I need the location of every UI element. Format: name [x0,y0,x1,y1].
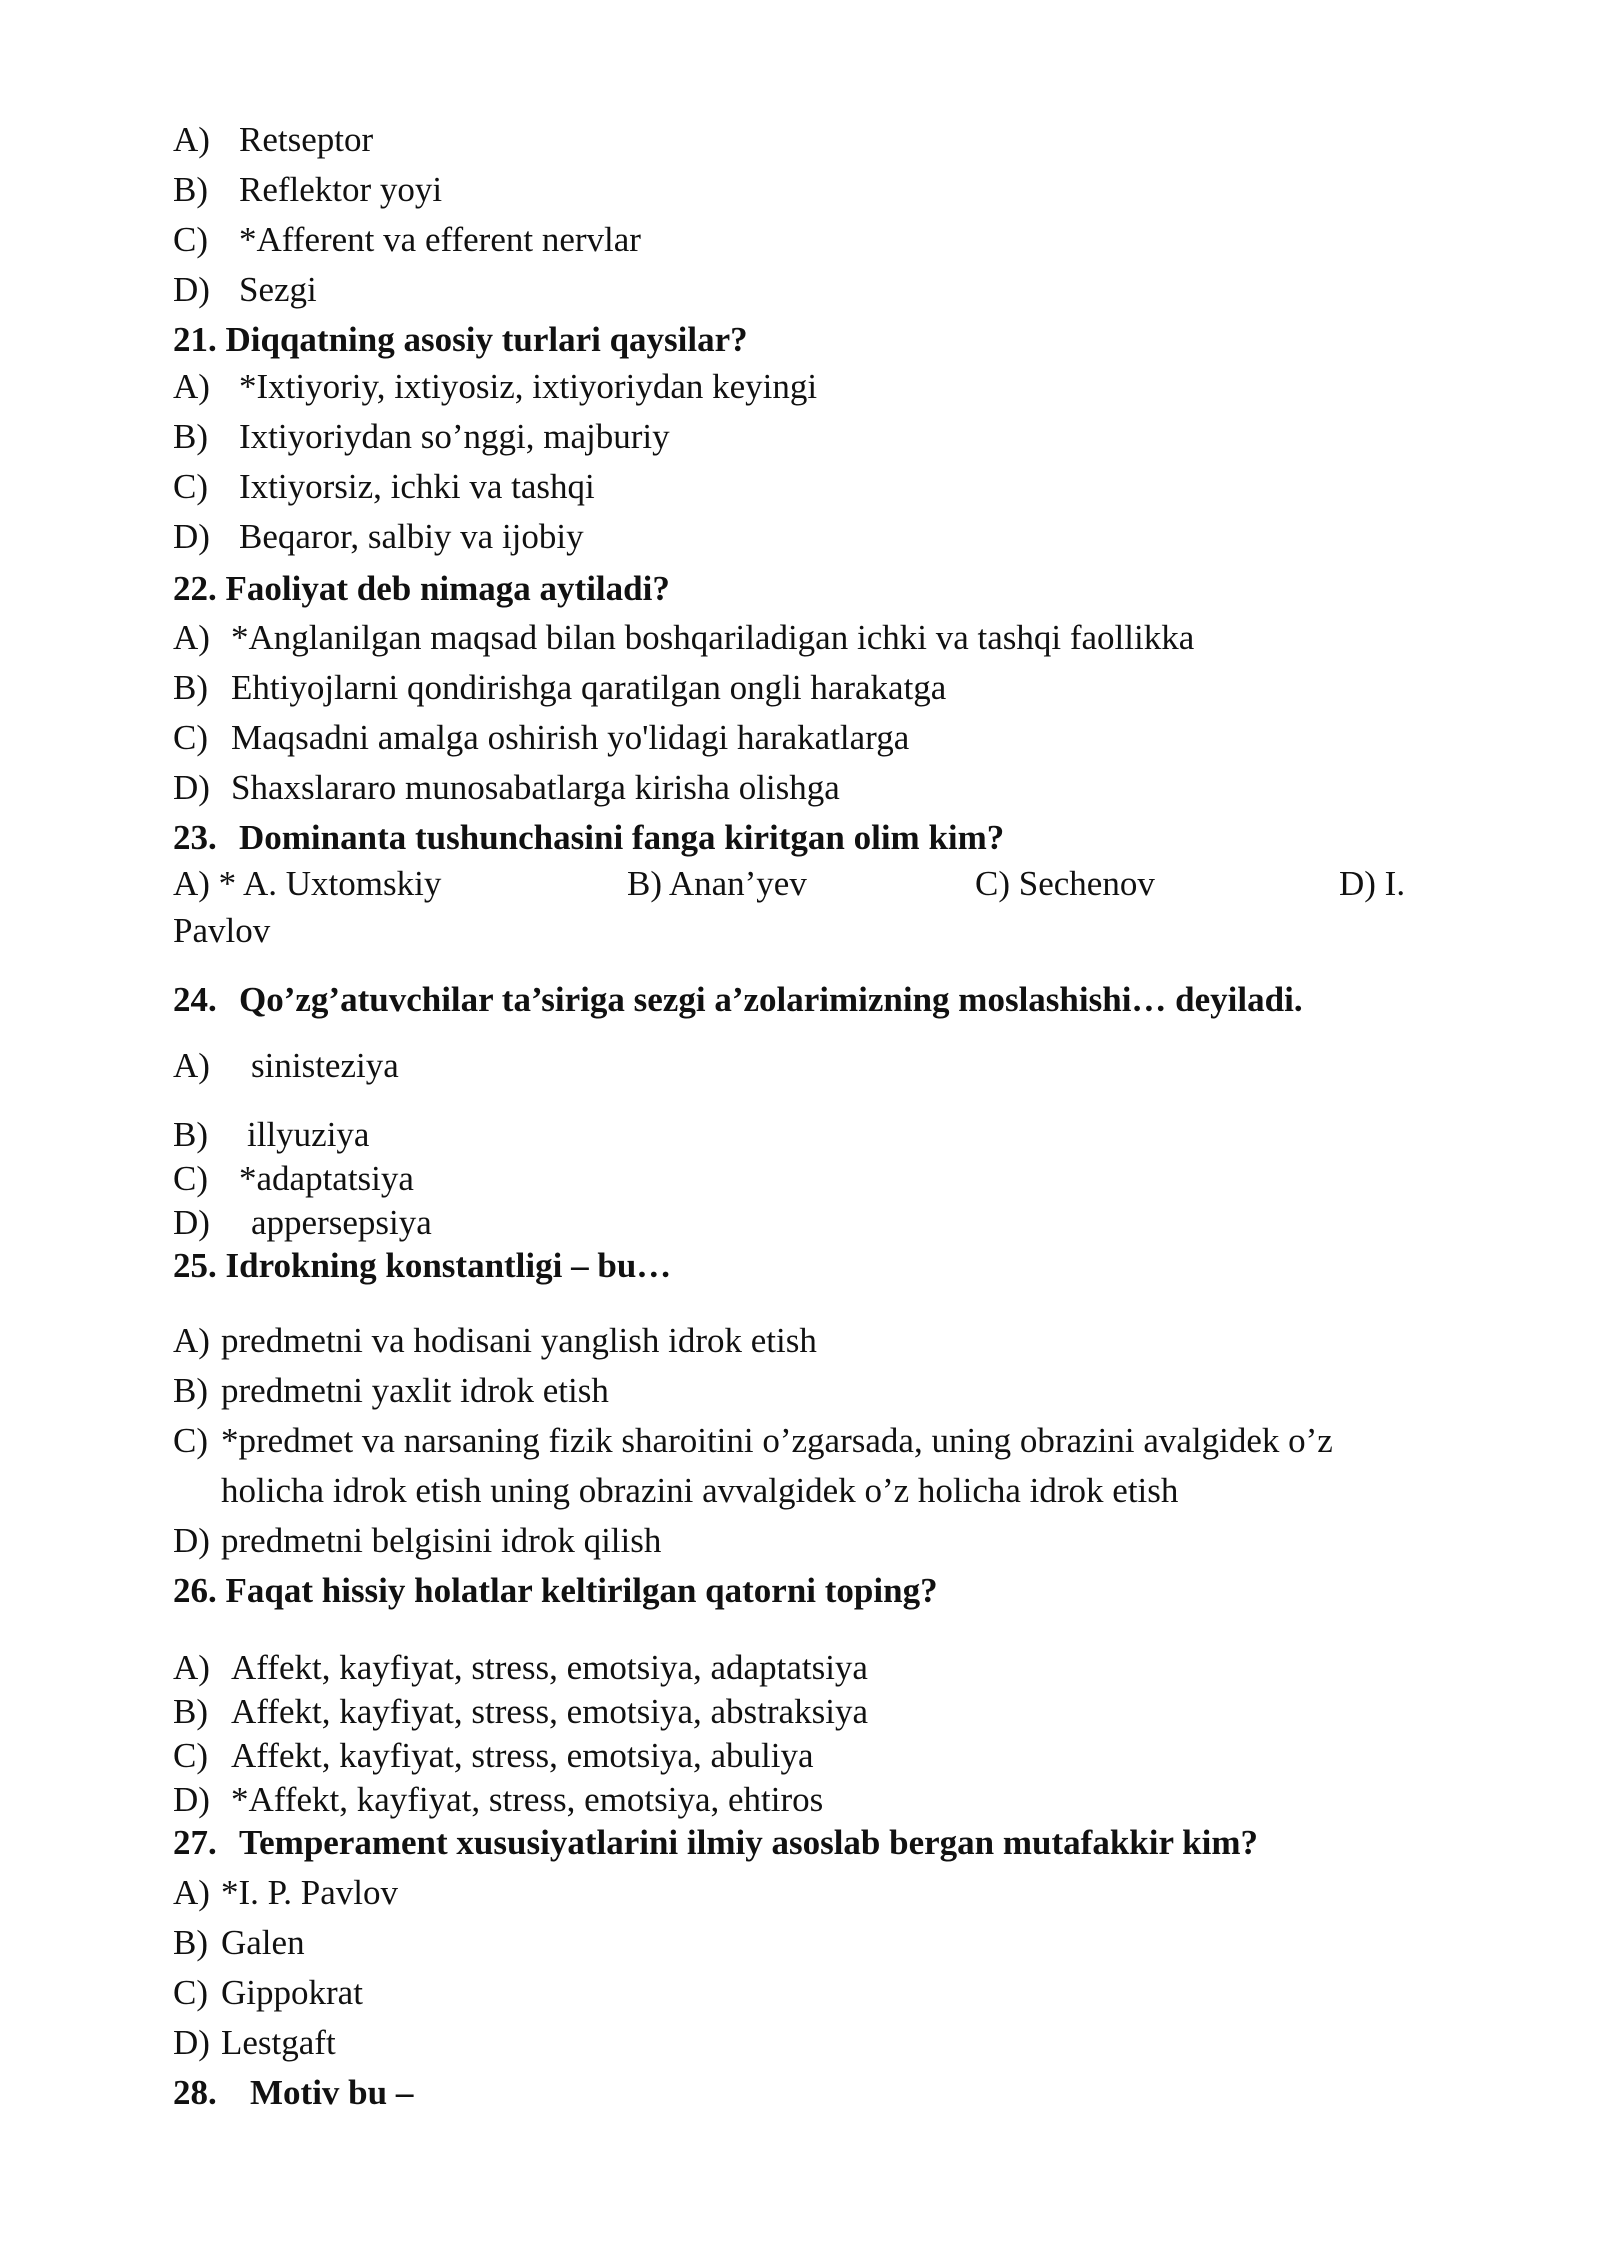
option-text: *predmet va narsaning fizik sharoitini o’zgarsada, uning obrazini avalgidek o’z [221,1421,1333,1460]
option-text: Ehtiyojlarni qondirishga qaratilgan ongli harakatga [231,668,947,707]
option-line [173,1048,399,1083]
option-line [173,720,909,755]
option-letter: D) [173,768,210,807]
option-d-continued: Pavlov [173,911,271,950]
option-text: *Ixtiyoriy, ixtiyosiz, ixtiyoriydan keyingi [239,367,818,406]
question-number: 28. [173,2073,217,2112]
question-27 [173,1825,1258,1860]
option-line [173,620,1194,655]
question-text: Qo’zg’atuvchilar ta’siriga sezgi a’zolarimizning moslashishi… deyiladi. [239,980,1303,1019]
option-text: Shaxslararo munosabatlarga kirisha olishga [231,768,840,807]
option-line [173,369,817,404]
question-26: 26. Faqat hissiy holatlar keltirilgan qatorni toping? [173,1571,938,1610]
option-letter: D) [173,2023,210,2062]
option-text: Retseptor [239,120,374,159]
option-line [173,419,670,454]
option-letter: D) [173,270,210,309]
option-line [173,1650,868,1685]
option-letter: B) [173,1371,208,1410]
option-letter: C) [173,467,208,506]
option-text: illyuziya [247,1115,370,1154]
question-21: 21. Diqqatning asosiy turlari qaysilar? [173,320,748,359]
option-text: *Affekt, kayfiyat, stress, emotsiya, ehtiros [231,1780,824,1819]
option-letter: B) [173,1923,208,1962]
option-text: Affekt, kayfiyat, stress, emotsiya, adaptatsiya [231,1648,868,1687]
option-text: *I. P. Pavlov [221,1873,398,1912]
option-line [173,1738,814,1773]
option-line [173,222,641,257]
option-letter: A) [173,1648,210,1687]
option-text: Affekt, kayfiyat, stress, emotsiya, abstraksiya [231,1692,868,1731]
option-letter: B) [173,1115,208,1154]
option-text: Ixtiyorsiz, ichki va tashqi [239,467,595,506]
option-line [173,1161,414,1196]
option-text: predmetni yaxlit idrok etish [221,1371,609,1410]
option-d: D) I. [1339,864,1406,903]
question-28 [173,2075,413,2110]
option-line [173,1875,398,1910]
question-23 [173,820,1004,855]
option-letter: D) [173,1203,210,1242]
option-text: Gippokrat [221,1973,363,2012]
option-letter: D) [173,517,210,556]
option-text: Sezgi [239,270,317,309]
option-letter: C) [173,1421,208,1460]
option-text: Reflektor yoyi [239,170,443,209]
option-text: predmetni va hodisani yanglish idrok etish [221,1321,817,1360]
option-text: appersepsiya [251,1203,432,1242]
option-letter: A) [173,1321,210,1360]
option-text: *adaptatsiya [239,1159,414,1198]
option-letter: D) [173,1780,210,1819]
option-letter: A) [173,367,210,406]
option-text: Galen [221,1923,305,1962]
option-letter: B) [173,668,208,707]
option-line [173,670,946,705]
option-line [173,1925,305,1960]
option-text: sinisteziya [251,1046,399,1085]
option-line [173,122,373,157]
option-line [173,1975,363,2010]
option-text: *Afferent va efferent nervlar [239,220,641,259]
option-letter: C) [173,718,208,757]
option-line [173,519,584,554]
option-text-continued: holicha idrok etish uning obrazini avvalgidek o’z holicha idrok etish [221,1471,1179,1510]
option-line [173,1205,432,1240]
option-text: Beqaror, salbiy va ijobiy [239,517,584,556]
option-c: C) Sechenov [975,864,1155,903]
option-text: Affekt, kayfiyat, stress, emotsiya, abuliya [231,1736,814,1775]
option-letter: B) [173,417,208,456]
option-line [173,1782,823,1817]
option-text: predmetni belgisini idrok qilish [221,1521,662,1560]
option-letter: B) [173,1692,208,1731]
option-text: Ixtiyoriydan so’nggi, majburiy [239,417,670,456]
option-a: A) * A. Uxtomskiy [173,864,442,903]
question-number: 27. [173,1823,217,1862]
option-line [173,272,317,307]
option-b: B) Anan’yev [627,864,807,903]
option-letter: A) [173,1046,210,1085]
question-25: 25. Idrokning konstantligi – bu… [173,1246,672,1285]
option-text: *Anglanilgan maqsad bilan boshqariladigan ichki va tashqi faollikka [231,618,1195,657]
option-letter: A) [173,618,210,657]
question-22: 22. Faoliyat deb nimaga aytiladi? [173,569,670,608]
question-number: 24. [173,980,217,1019]
option-line [173,469,595,504]
option-line [173,770,840,805]
question-text: Motiv bu – [250,2073,414,2112]
option-letter: B) [173,170,208,209]
option-text: Maqsadni amalga oshirish yo'lidagi harakatlarga [231,718,910,757]
option-line [173,1323,817,1358]
option-letter: A) [173,1873,210,1912]
option-text: Lestgaft [221,2023,336,2062]
option-line [173,1523,661,1558]
question-text: Dominanta tushunchasini fanga kiritgan olim kim? [239,818,1005,857]
option-letter: C) [173,1159,208,1198]
option-letter: C) [173,1973,208,2012]
option-line [173,1694,868,1729]
option-line [173,2025,336,2060]
option-line [173,172,442,207]
question-24 [173,982,1303,1017]
option-letter: D) [173,1521,210,1560]
option-line [173,1373,609,1408]
option-letter: C) [173,220,208,259]
option-line [173,1423,1333,1458]
option-letter: A) [173,120,210,159]
question-text: Temperament xususiyatlarini ilmiy asoslab bergan mutafakkir kim? [239,1823,1258,1862]
option-line [173,1117,369,1152]
question-number: 23. [173,818,217,857]
option-letter: C) [173,1736,208,1775]
